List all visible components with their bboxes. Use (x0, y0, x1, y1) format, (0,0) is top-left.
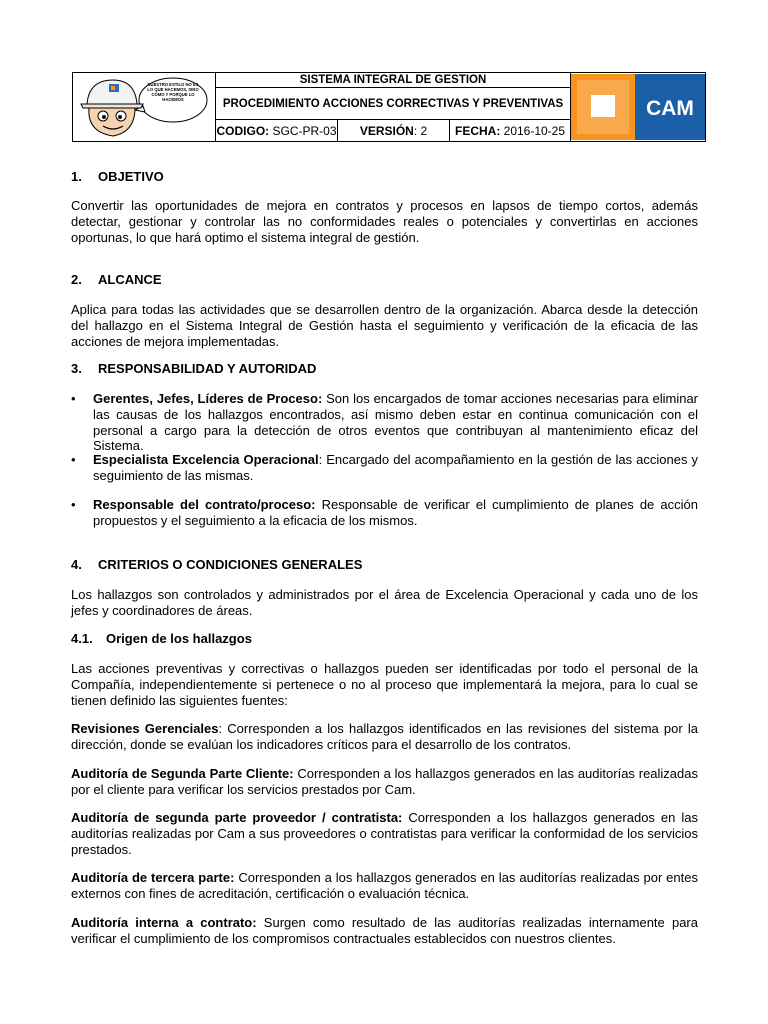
section-title: CRITERIOS O CONDICIONES GENERALES (98, 557, 363, 572)
source-title: Revisiones Gerenciales (71, 721, 219, 736)
subsection-heading-origen (71, 631, 698, 647)
section-title: OBJETIVO (98, 169, 164, 184)
bullet-bold: Gerentes, Jefes, Líderes de Proceso: (93, 391, 323, 406)
source-text: Surgen como resultado de las auditorías realizadas internamente para verificar el cumplimiento de los compromisos contractuales establecidos con nuestros clientes. (71, 915, 698, 946)
section-heading-objetivo (71, 169, 698, 185)
source-text: : Corresponden a los hallazgos identificados en las revisiones del sistema por la dirección, donde se evalúan los indicadores críticos para el desarrollo de los contratos. (71, 721, 698, 752)
source-title: Auditoría interna a contrato: (71, 915, 257, 930)
logo-square-icon (591, 95, 615, 117)
mascot-bubble-text: NUESTRO ESTILO NO ES LO QUE HACEMOS, SINO CÓMO Y PORQUE LO HACEMOS (147, 82, 199, 102)
section-title: Origen de los hallazgos (106, 631, 252, 646)
section-heading-responsabilidad (71, 361, 698, 377)
bullet-item (71, 391, 698, 454)
source-text: Corresponden a los hallazgos generados en las auditorías realizadas por Cam a sus proveedores o contratistas para verificar la conformidad de los servicios prestados. (71, 810, 698, 857)
company-logo (571, 73, 706, 142)
source-title: Auditoría de segunda parte proveedor / contratista: (71, 810, 403, 825)
source-item (71, 915, 698, 947)
system-title: SISTEMA INTEGRAL DE GESTION (216, 73, 571, 88)
source-title: Auditoría de Segunda Parte Cliente: (71, 766, 294, 781)
date-cell (450, 120, 571, 142)
document-header (72, 72, 706, 142)
code-cell (216, 120, 338, 142)
bullet-item (71, 452, 698, 484)
version-label: VERSIÓN (359, 123, 414, 138)
date-value: 2016-10-25 (500, 123, 566, 138)
bullet-text: Responsable de verificar el cumplimiento de planes de acción propuestos y el seguimiento a la eficacia de los mismos. (93, 497, 698, 528)
section-title: RESPONSABILIDAD Y AUTORIDAD (98, 361, 317, 376)
source-item (71, 810, 698, 857)
section-number: 1. (71, 169, 82, 184)
code-value: SGC-PR-03 (269, 123, 337, 138)
mascot-cell (73, 73, 216, 142)
section-number: 2. (71, 272, 82, 287)
bullet-item (71, 497, 698, 529)
alcance-paragraph: Aplica para todas las actividades que se desarrollen dentro de la organización. Abarca desde la detección del hallazgo en el Sistema Integral de Gestión hasta el seguimiento y verificación de la eficacia de las acciones de mejora implementadas. (71, 302, 698, 349)
origen-paragraph: Las acciones preventivas y correctivas o hallazgos pueden ser identificadas por todo el personal de la Compañía, independientemente si pertenece o no al proceso que implementará la mejora, para lo cual se tienen definido las siguientes fuentes: (71, 661, 698, 708)
criterios-paragraph: Los hallazgos son controlados y administrados por el área de Excelencia Operacional y cada uno de los jefes y coordinadores de áreas. (71, 587, 698, 618)
source-text: Corresponden a los hallazgos generados en las auditorías realizadas por entes externos con fines de acreditación, certificación o evaluación técnica. (71, 870, 698, 901)
logo-text: CAM (646, 97, 694, 120)
bullet-icon: • (71, 391, 76, 406)
code-label: CODIGO: (216, 123, 270, 138)
source-item (71, 870, 698, 902)
bullet-icon: • (71, 452, 76, 467)
section-heading-alcance (71, 272, 698, 288)
document-title: PROCEDIMIENTO ACCIONES CORRECTIVAS Y PREVENTIVAS (216, 88, 571, 120)
mascot-illustration (73, 74, 213, 140)
bullet-icon: • (71, 497, 76, 512)
version-value: : 2 (413, 123, 428, 138)
section-number: 4. (71, 557, 82, 572)
bullet-text: : Encargado del acompañamiento en la gestión de las acciones y seguimiento de las mismas. (93, 452, 699, 483)
source-item (71, 721, 698, 753)
bullet-bold: Especialista Excelencia Operacional (93, 452, 319, 467)
date-label: FECHA: (454, 123, 501, 138)
section-title: ALCANCE (98, 272, 162, 287)
source-title: Auditoría de tercera parte: (71, 870, 235, 885)
version-cell (338, 120, 450, 142)
bullet-text: Son los encargados de tomar acciones necesarias para eliminar las causas de los hallazgos encontrados, así mismo deben estar en continua comunicación con el personal a cargo para la detección de otros eventos que contribuyan al mantenimiento eficaz del Sistema. (93, 391, 699, 454)
section-heading-criterios (71, 557, 698, 573)
source-text: Corresponden a los hallazgos generados en las auditorías realizadas por el cliente para verificar los servicios prestados por Cam. (71, 766, 698, 797)
section-number: 3. (71, 361, 82, 376)
bullet-bold: Responsable del contrato/proceso: (93, 497, 316, 512)
objetivo-paragraph: Convertir las oportunidades de mejora en contratos y procesos en lapsos de tiempo cortos, además detectar, gestionar y controlar las no conformidades reales o potenciales y convertirlas en acciones oportunas, lo que hará optimo el sistema integral de gestión. (71, 198, 698, 245)
section-number: 4.1. (71, 631, 93, 646)
source-item (71, 766, 698, 798)
